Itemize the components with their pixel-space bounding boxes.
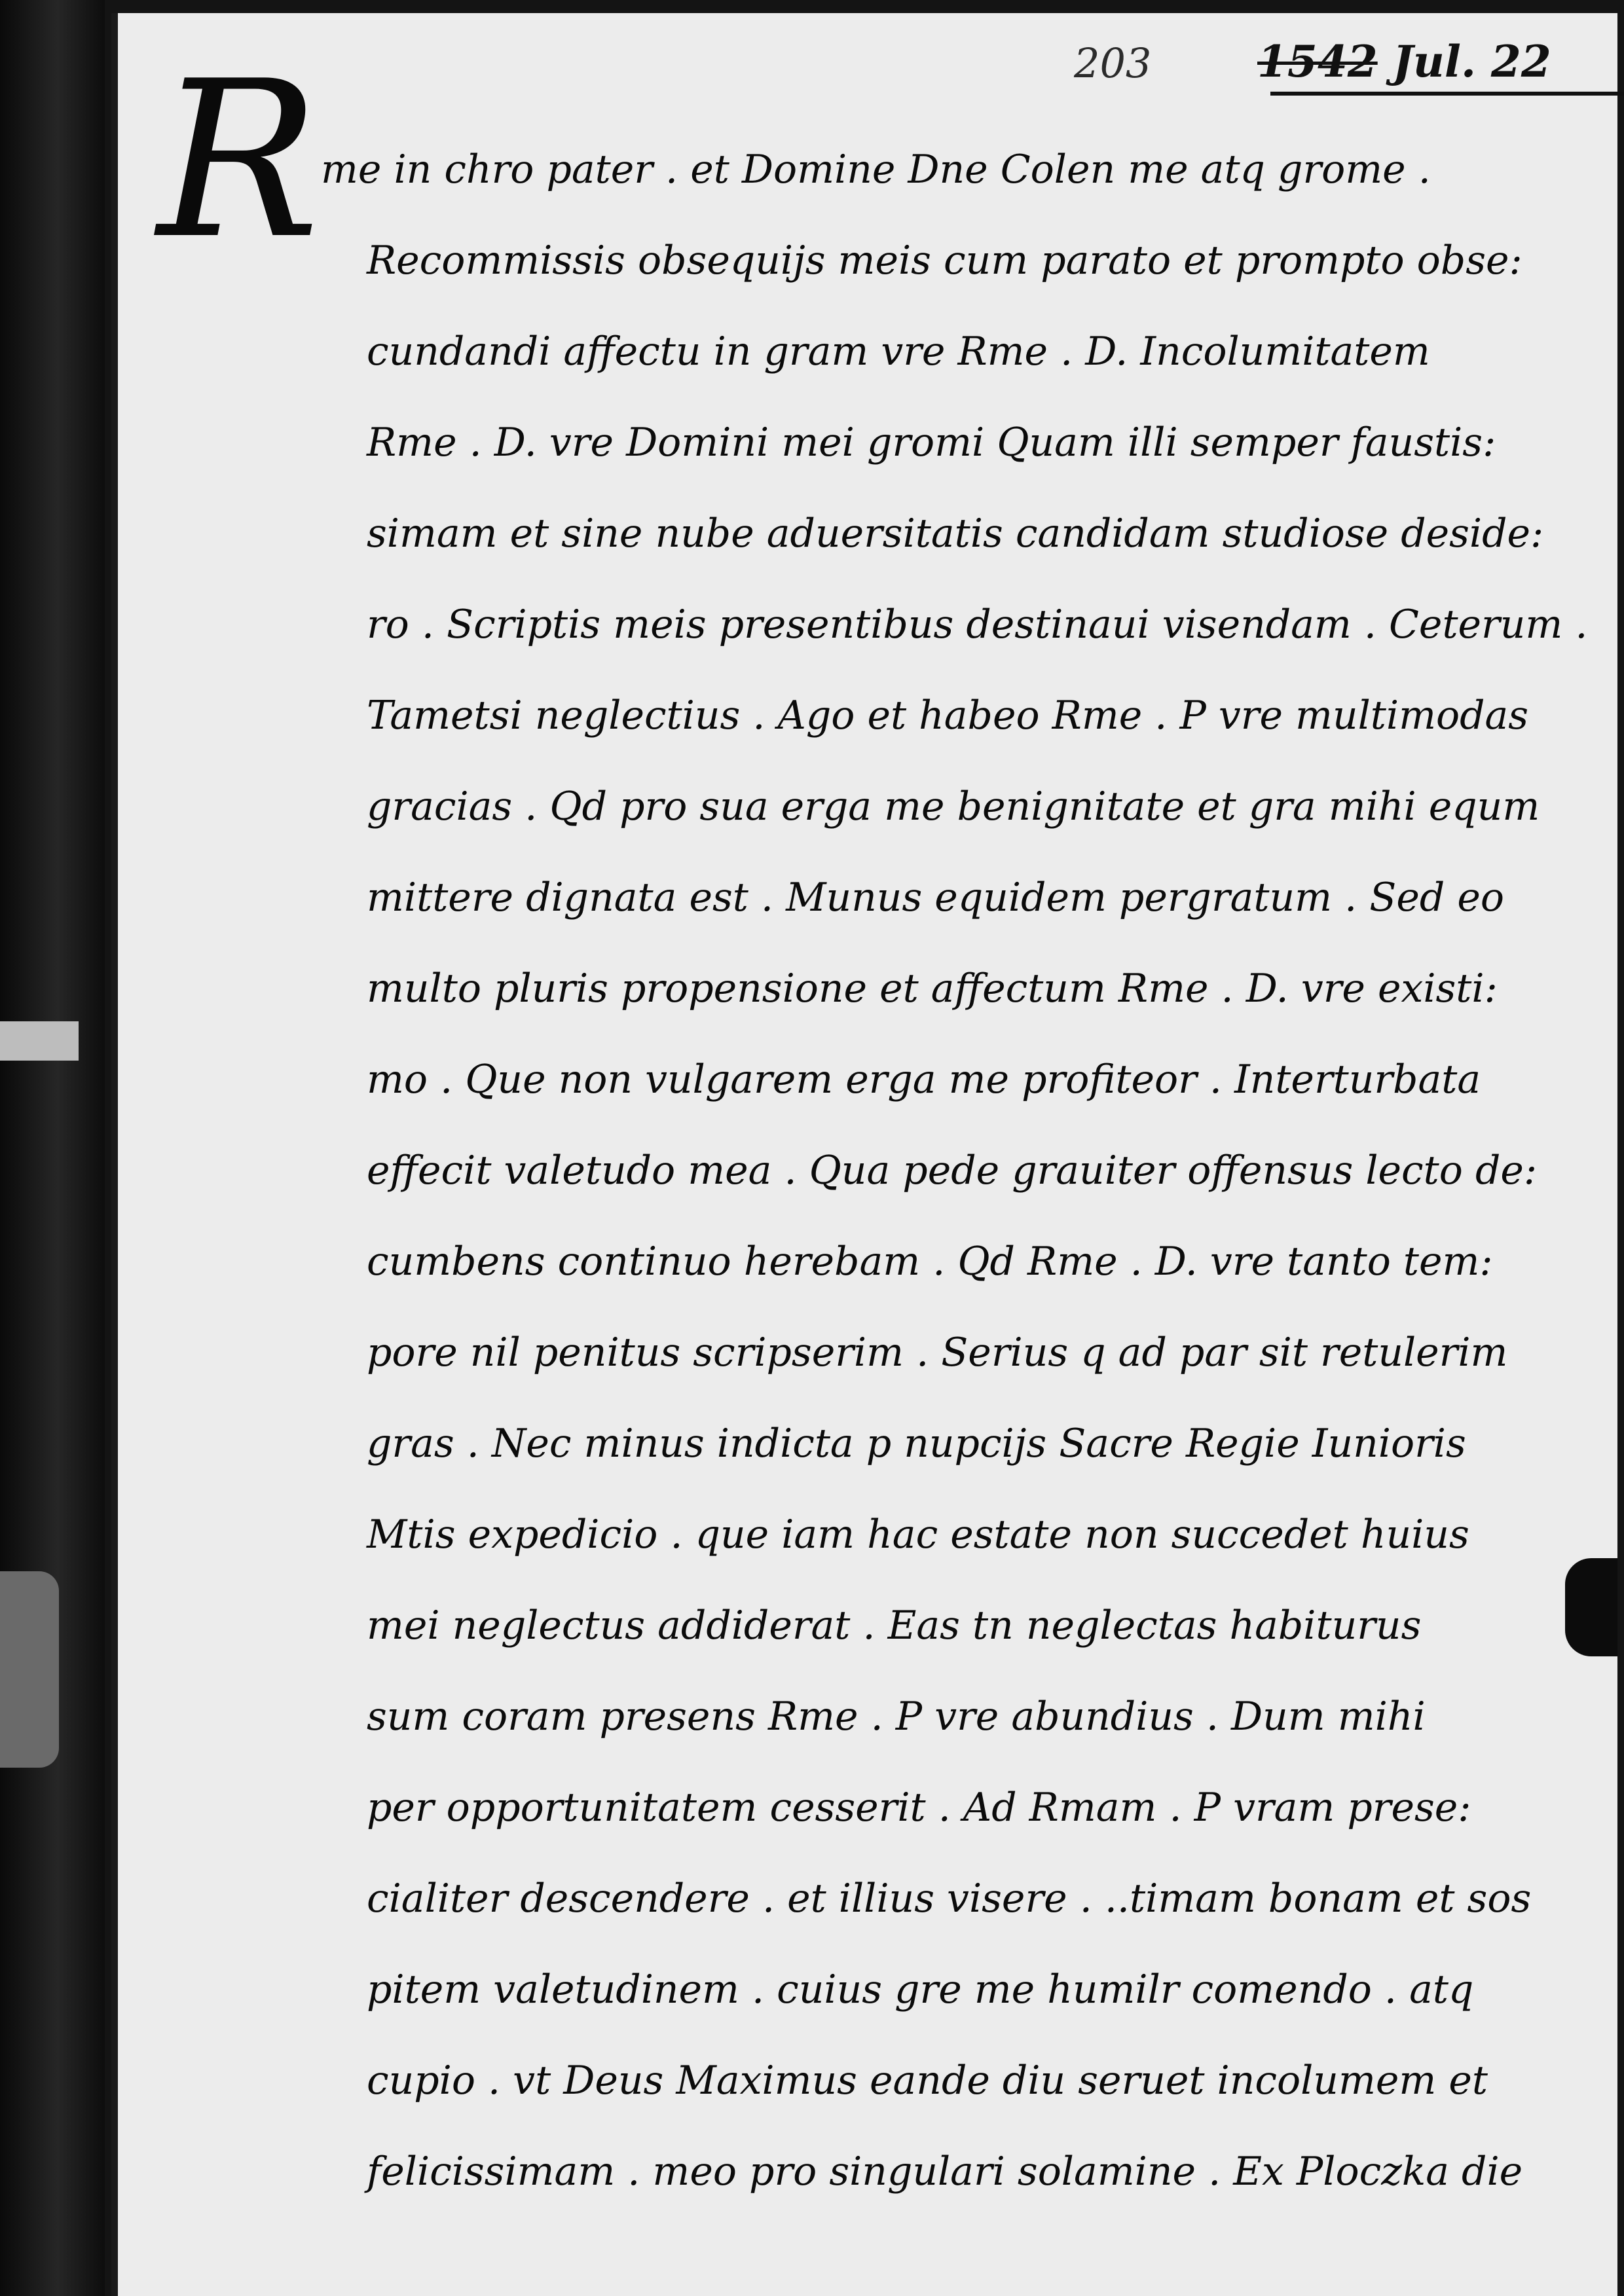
text-line: mei neglectus addiderat . Eas tn neglectas habiturus: [367, 1603, 1422, 1649]
manuscript-page: [111, 13, 1617, 2296]
text-line: me in chro pater . et Domine Dne Colen me atq grome .: [321, 147, 1431, 192]
text-line: multo pluris propensione et affectum Rme . D. vre existi:: [367, 966, 1498, 1011]
text-line: Rme . D. vre Domini mei gromi Quam illi semper faustis:: [367, 420, 1496, 465]
binding-clip: [1565, 1558, 1617, 1656]
text-line: gracias . Qd pro sua erga me benignitate et gra mihi equm: [367, 784, 1540, 829]
letter-body: [242, 124, 1611, 2217]
date-annotation: [1257, 36, 1551, 87]
book-gutter: [0, 0, 105, 2296]
text-line: mo . Que non vulgarem erga me profiteor . Interturbata: [367, 1057, 1481, 1102]
date-day: Jul. 22: [1392, 36, 1551, 87]
folio-number: 203: [1074, 39, 1152, 87]
text-line: ro . Scriptis meis presentibus destinaui visendam . Ceterum .: [367, 602, 1588, 647]
margin-stain: [0, 1571, 59, 1768]
date-year: 1542: [1257, 36, 1378, 87]
text-line: sum coram presens Rme . P vre abundius . Dum mihi: [367, 1694, 1426, 1740]
text-line: simam et sine nube aduersitatis candidam studiose deside:: [367, 511, 1544, 556]
text-line: pitem valetudinem . cuius gre me humilr comendo . atq: [367, 1967, 1474, 2013]
text-line: cialiter descendere . et illius visere . ..timam bonam et sos: [367, 1876, 1532, 1922]
text-line: cupio . vt Deus Maximus eande diu seruet incolumem et: [367, 2058, 1488, 2104]
text-line: Tametsi neglectius . Ago et habeo Rme . P vre multimodas: [367, 693, 1529, 738]
text-line: cumbens continuo herebam . Qd Rme . D. vre tanto tem:: [367, 1239, 1493, 1285]
date-underline: [1270, 92, 1624, 96]
text-line: pore nil penitus scripserim . Serius q ad par sit retulerim: [367, 1330, 1508, 1376]
text-line: felicissimam . meo pro singulari solamine . Ex Ploczka die: [367, 2149, 1523, 2195]
text-line: Mtis expedicio . que iam hac estate non succedet huius: [367, 1512, 1469, 1558]
text-line: cundandi affectu in gram vre Rme . D. Incolumitatem: [367, 329, 1430, 374]
page-tab: [0, 1021, 79, 1061]
text-line: Recommissis obsequijs meis cum parato et prompto obse:: [367, 238, 1522, 283]
decorated-initial: R: [157, 35, 320, 286]
text-line: effecit valetudo mea . Qua pede grauiter offensus lecto de:: [367, 1148, 1538, 1194]
text-line: per opportunitatem cesserit . Ad Rmam . P vram prese:: [367, 1785, 1471, 1831]
text-line: mittere dignata est . Munus equidem pergratum . Sed eo: [367, 875, 1504, 920]
text-line: gras . Nec minus indicta p nupcijs Sacre Regie Iunioris: [367, 1421, 1466, 1467]
